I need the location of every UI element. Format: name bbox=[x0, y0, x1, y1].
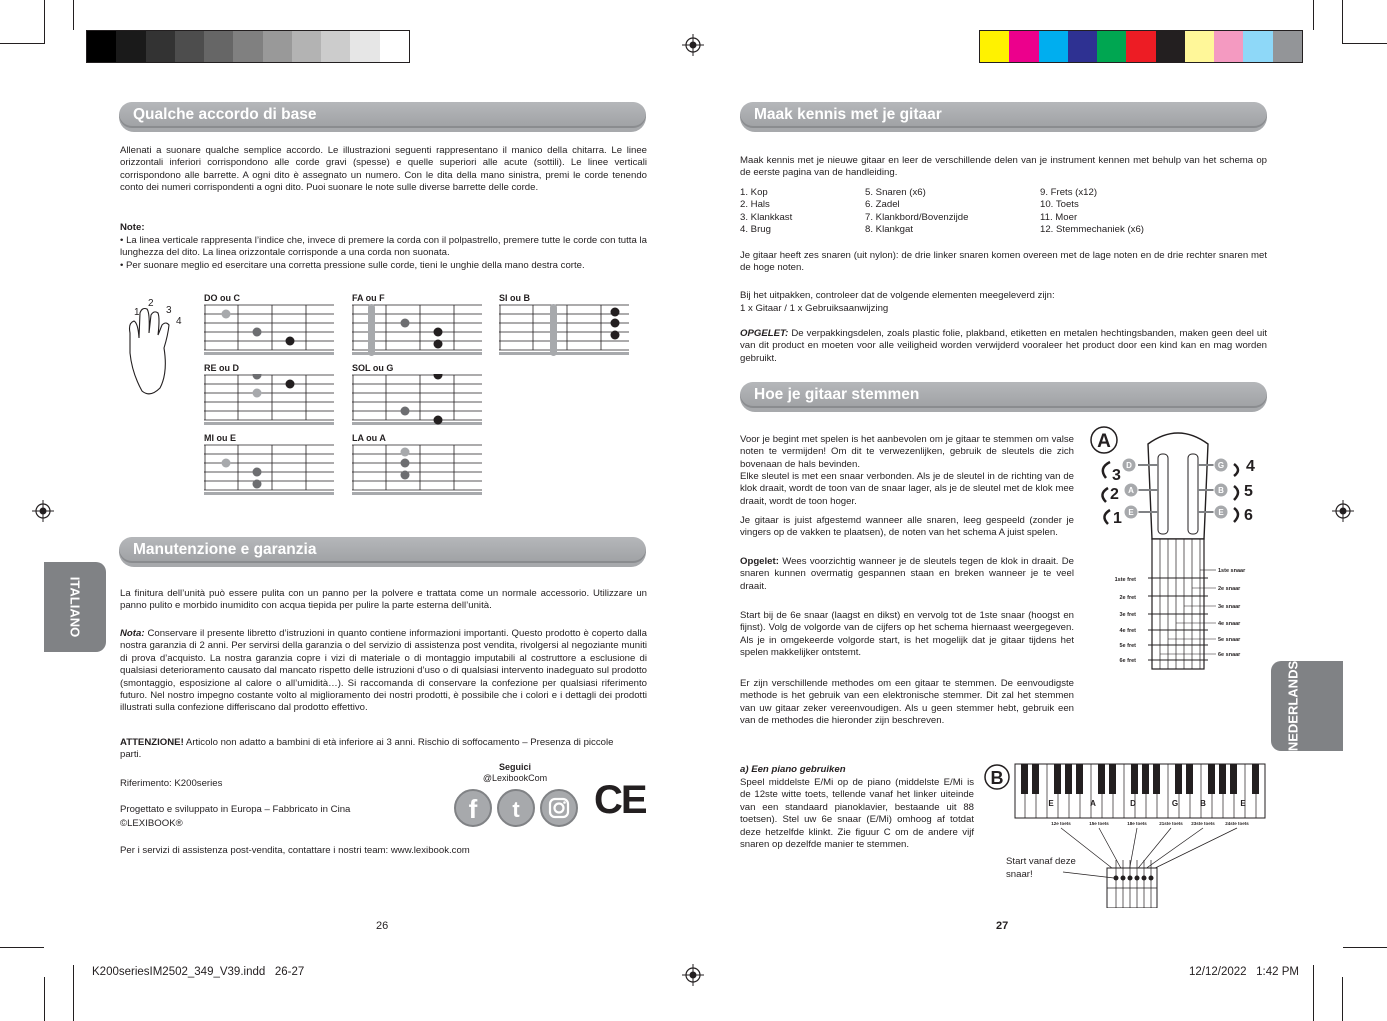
section-banner-know bbox=[740, 102, 1267, 132]
piano-key-note: D bbox=[1130, 799, 1136, 808]
part-item: 9. Frets (x12) bbox=[1040, 187, 1098, 198]
color-swatch bbox=[321, 31, 350, 62]
language-tab-nederlands bbox=[1271, 661, 1343, 751]
tab-label: NEDERLANDS bbox=[1285, 660, 1301, 752]
color-swatch bbox=[1214, 31, 1243, 62]
hand-number: 2 bbox=[148, 298, 154, 309]
piano-diagram bbox=[983, 760, 1269, 908]
section-title: Hoe je gitaar stemmen bbox=[740, 382, 1267, 408]
know-intro: Maak kennis met je nieuwe gitaar en leer de verschillende delen van je instrument kennen met behulp van het schema op de eerste pagina van de handleiding. bbox=[740, 155, 1267, 179]
instagram-icon bbox=[541, 790, 577, 826]
crop-mark bbox=[1343, 947, 1387, 948]
tab-label: ITALIANO bbox=[67, 576, 83, 638]
key-number-label: 12e toets bbox=[1051, 821, 1071, 826]
attention-text: Articolo non adatto a bambini di età inferiore ai 3 anni. Rischio di soffocamento – Presenza di piccole parti. bbox=[120, 737, 614, 761]
crop-mark bbox=[44, 0, 45, 44]
language-tab-italiano bbox=[44, 562, 106, 652]
peg-note: G bbox=[1217, 461, 1225, 470]
section-banner-chords bbox=[119, 102, 646, 132]
fret-label: 2e fret bbox=[1119, 595, 1136, 601]
designed-in: Progettato e sviluppato in Europa – Fabbricato in Cina bbox=[120, 804, 351, 815]
piano-key-note: B bbox=[1200, 799, 1206, 808]
social-icons bbox=[454, 788, 578, 828]
crop-mark bbox=[1342, 977, 1343, 1021]
date-slug: 12/12/2022 1:42 PM bbox=[1189, 966, 1299, 978]
copyright: ©LEXIBOOK® bbox=[120, 818, 183, 829]
order-number: 4 bbox=[1246, 458, 1255, 475]
chord-name-si: SI ou B bbox=[499, 293, 530, 303]
attention-paragraph bbox=[120, 737, 632, 762]
crop-mark bbox=[73, 965, 74, 1021]
figure-label-a: A bbox=[1097, 431, 1111, 452]
chord-diagram-si bbox=[499, 304, 629, 356]
hand-number: 1 bbox=[134, 307, 140, 318]
color-swatch bbox=[204, 31, 233, 62]
key-number-label: 24ste toets bbox=[1225, 821, 1249, 826]
tune-paragraph: Er zijn verschillende methodes om een gitaar te stemmen. De eenvoudigste methode is het gebruik van een elektronische stemmer. Dit zal het stemmen van uw gitaar zeker vereenvoudigen. Als u geen stemmer hebt, gebruik een van de methodes die hieronder zijn beschreven. bbox=[740, 678, 1074, 727]
crop-mark bbox=[44, 977, 45, 1021]
chord-diagram-re bbox=[204, 374, 334, 426]
color-swatch bbox=[350, 31, 379, 62]
chord-name-fa: FA ou F bbox=[352, 293, 385, 303]
piano-title: a) Een piano gebruiken bbox=[740, 764, 846, 775]
tune-paragraph: Elke sleutel is met een snaar verbonden. Als je de sleutel in de richting van de klok draait, wordt de toon van de snaar lager, als je de sleutel met de klok mee draait, wordt de toon hoger. bbox=[740, 471, 1074, 507]
chord-diagram-do bbox=[204, 304, 334, 356]
string-label: 2e snaar bbox=[1218, 586, 1241, 592]
page-number: 26 bbox=[376, 920, 389, 932]
peg-note: E bbox=[1218, 508, 1224, 517]
follow-label: Seguici bbox=[498, 762, 531, 772]
social-handle: @LexibookCom bbox=[482, 773, 548, 783]
svg-text:f: f bbox=[468, 794, 478, 824]
section-title: Manutenzione e garanzia bbox=[119, 537, 646, 563]
chord-diagram-fa bbox=[352, 304, 482, 356]
part-item: 7. Klankbord/Bovenzijde bbox=[865, 211, 969, 223]
string-label: 1ste snaar bbox=[1218, 568, 1246, 574]
note-item: • Per suonare meglio ed esercitare una corretta pressione sulle corde, tieni le unghie della mano destra corte. bbox=[120, 260, 585, 271]
fret-label: 3e fret bbox=[1119, 612, 1136, 618]
hand-number: 4 bbox=[176, 316, 182, 327]
string-label: 4e snaar bbox=[1218, 621, 1241, 627]
crop-mark bbox=[1343, 43, 1387, 44]
note-item: • La linea verticale rappresenta l’indice che, invece di premere la corda con il polpastrello, premere tutte le corde con tutta la lunghezza del dito. La linea orizzontale corrisponde a una corda non suonata. bbox=[120, 235, 647, 259]
grayscale-bar bbox=[86, 30, 410, 63]
color-swatch bbox=[1185, 31, 1214, 62]
headstock-diagram bbox=[1088, 424, 1268, 672]
color-bar bbox=[979, 30, 1303, 63]
color-swatch bbox=[1097, 31, 1126, 62]
color-swatch bbox=[1126, 31, 1155, 62]
warning-text: De verpakkingsdelen, zoals plastic folie, plakband, etiketten en metalen hechtingsbanden, maken geen deel uit van dit product en moeten voor alle veiligheid worden verwijderd vooraleer het product door een kind kan en mag worden gebruikt. bbox=[740, 328, 1267, 364]
section-title: Maak kennis met je gitaar bbox=[740, 102, 1267, 128]
color-swatch bbox=[1039, 31, 1068, 62]
nota-label: Nota: bbox=[120, 628, 145, 639]
chord-diagram-la bbox=[352, 444, 482, 496]
color-swatch bbox=[233, 31, 262, 62]
peg-note: B bbox=[1218, 486, 1224, 495]
chord-name-mi: MI ou E bbox=[204, 433, 236, 443]
figure-label-b: B bbox=[990, 768, 1004, 788]
key-number-label: 23ste toets bbox=[1191, 821, 1215, 826]
ce-mark: CE bbox=[594, 778, 646, 822]
part-item: 11. Moer bbox=[1040, 211, 1078, 223]
fret-label: 4e fret bbox=[1119, 628, 1136, 634]
file-slug: K200seriesIM2502_349_V39.indd 26-27 bbox=[92, 966, 305, 978]
piano-key-note: E bbox=[1240, 799, 1246, 808]
fret-label: 6e fret bbox=[1119, 658, 1136, 664]
chord-name-la: LA ou A bbox=[352, 433, 386, 443]
section-banner-tune bbox=[740, 382, 1267, 412]
color-swatch bbox=[292, 31, 321, 62]
part-item: 6. Zadel bbox=[865, 199, 900, 211]
maintenance-paragraph: La finitura dell’unità può essere pulita con un panno per la polvere e trattata come un normale accessorio. Utilizzare un panno pulito e morbido inumidito con acqua tiepida per pulire la parte esterna dell’unità. bbox=[120, 588, 647, 612]
crop-mark bbox=[0, 43, 44, 44]
key-number-label: 21ste toets bbox=[1159, 821, 1183, 826]
reference: Riferimento: K200series bbox=[120, 778, 223, 789]
part-item: 2. Hals bbox=[740, 199, 770, 211]
part-item: 10. Toets bbox=[1040, 199, 1079, 211]
nota-paragraph bbox=[120, 628, 647, 715]
hand-number: 3 bbox=[166, 305, 172, 316]
fret-label: 1ste fret bbox=[1114, 577, 1136, 583]
chord-name-sol: SOL ou G bbox=[352, 363, 394, 373]
peg-note: E bbox=[1128, 508, 1134, 517]
facebook-icon bbox=[455, 790, 491, 826]
registration-mark-icon bbox=[1332, 500, 1354, 522]
color-swatch bbox=[1273, 31, 1302, 62]
registration-mark-icon bbox=[682, 34, 704, 56]
section-title: Qualche accordo di base bbox=[119, 102, 646, 128]
chords-intro: Allenati a suonare qualche semplice accordo. Le illustrazioni seguenti rappresentano il manico della chitarra. Le linee orizzontali inferiori corrispondono alle corde gravi (spesse) e quelle superiori alle acute (sottili). Le linee verticali corrispondono alle barrette. A ogni dito è assegnato un numero. Con le dita della mano sinistra, premi le corde tenendo conto dei numeri corrispondenti a ogni dito. Puoi suonare le note sulle diverse barrette delle corde. bbox=[120, 145, 647, 194]
unpack-info: Bij het uitpakken, controleer dat de volgende elementen meegeleverd zijn: bbox=[740, 290, 1055, 301]
piano-text: Speel middelste E/Mi op de piano (middelste E/Mi is de 12ste witte toets, tellende vanaf het linker uiteinde van een standaard pianoklavier, bestaande uit 88 toetsen). Stel uw 6e snaar (E/Mi) omhoog af totdat deze hetzelfde klinkt. Zie figuur C om de andere vijf snaren op dezelfde manier te stemmen. bbox=[740, 777, 974, 851]
color-swatch bbox=[380, 31, 409, 62]
crop-mark bbox=[73, 0, 74, 30]
package-contents: 1 x Gitaar / 1 x Gebruiksaanwijzing bbox=[740, 303, 889, 314]
note-label: Note: bbox=[120, 222, 145, 233]
string-label: 3e snaar bbox=[1218, 604, 1241, 610]
twitter-icon bbox=[498, 790, 534, 826]
part-item: 8. Klankgat bbox=[865, 224, 914, 236]
svg-text:t: t bbox=[512, 797, 520, 822]
color-swatch bbox=[1068, 31, 1097, 62]
piano-key-note: G bbox=[1171, 799, 1179, 808]
order-number: 1 bbox=[1113, 510, 1122, 527]
color-swatch bbox=[1156, 31, 1185, 62]
color-swatch bbox=[1009, 31, 1038, 62]
tune-paragraph: Je gitaar is juist afgestemd wanneer alle snaren, leeg gespeeld (zonder je vingers op de vakken te plaatsen), de noten van het schema A juist spelen. bbox=[740, 515, 1074, 539]
part-item: 12. Stemmechaniek (x6) bbox=[1040, 224, 1144, 236]
caution-label: Opgelet: bbox=[740, 556, 779, 567]
caution-text: Wees voorzichtig wanneer je de sleutels tegen de klok in draait. De snaren kunnen overmatig gespannen staan en breken wanneer je te veel draait. bbox=[740, 556, 1074, 592]
crop-mark bbox=[0, 947, 44, 948]
piano-key-note: E bbox=[1048, 799, 1054, 808]
color-swatch bbox=[146, 31, 175, 62]
warning-label: OPGELET: bbox=[740, 328, 789, 339]
tune-caution bbox=[740, 556, 1074, 593]
color-swatch bbox=[175, 31, 204, 62]
tune-paragraph: Voor je begint met spelen is het aanbevolen om je gitaar te stemmen om valse noten te vermijden! Om dit te verwezenlijken, gebruik de sleutels die zich bovenaan de hals bevinden. bbox=[740, 434, 1074, 470]
hand-illustration bbox=[120, 293, 195, 403]
order-number: 2 bbox=[1110, 486, 1119, 503]
warning-paragraph bbox=[740, 328, 1267, 365]
chord-diagram-mi bbox=[204, 444, 334, 496]
parts-list-col2 bbox=[865, 187, 968, 237]
color-swatch bbox=[980, 31, 1009, 62]
order-number: 3 bbox=[1112, 467, 1121, 484]
order-number: 5 bbox=[1244, 483, 1253, 500]
string-label: 6e snaar bbox=[1218, 652, 1241, 658]
key-number-label: 18e toets bbox=[1127, 821, 1147, 826]
part-item: 3. Klankkast bbox=[740, 211, 793, 223]
parts-list-col1 bbox=[740, 187, 792, 237]
crop-mark bbox=[1342, 0, 1343, 44]
color-swatch bbox=[87, 31, 116, 62]
registration-mark-icon bbox=[682, 964, 704, 986]
page-number: 27 bbox=[996, 920, 1009, 932]
attention-label: ATTENZIONE! bbox=[120, 737, 184, 748]
parts-list-col3 bbox=[1040, 187, 1144, 237]
part-item: 1. Kop bbox=[740, 187, 768, 198]
part-item: 5. Snaren (x6) bbox=[865, 187, 926, 198]
order-number: 6 bbox=[1244, 507, 1253, 524]
crop-mark bbox=[1313, 965, 1314, 1021]
string-label: 5e snaar bbox=[1218, 637, 1241, 643]
color-swatch bbox=[263, 31, 292, 62]
fret-label: 5e fret bbox=[1119, 643, 1136, 649]
piano-key-note: A bbox=[1090, 799, 1096, 808]
color-swatch bbox=[116, 31, 145, 62]
peg-note: A bbox=[1128, 486, 1134, 495]
registration-mark-icon bbox=[32, 500, 54, 522]
strings-info: Je gitaar heeft zes snaren (uit nylon): de drie linker snaren komen overeen met de lage noten en de drie rechter snaren met de hoge noten. bbox=[740, 250, 1267, 274]
crop-mark bbox=[1313, 0, 1314, 30]
chord-diagram-sol bbox=[352, 374, 482, 426]
chord-name-re: RE ou D bbox=[204, 363, 239, 373]
key-number-label: 15e toets bbox=[1089, 821, 1109, 826]
peg-note: D bbox=[1126, 461, 1132, 470]
service-info: Per i servizi di assistenza post-vendita, contattare i nostri team: www.lexibook.com bbox=[120, 845, 470, 856]
chord-name-do: DO ou C bbox=[204, 293, 240, 303]
start-string-callout: Start vanaf deze snaar! bbox=[1006, 856, 1076, 880]
section-banner-maintenance bbox=[119, 537, 646, 567]
part-item: 4. Brug bbox=[740, 224, 771, 236]
color-swatch bbox=[1243, 31, 1272, 62]
tune-paragraph: Start bij de 6e snaar (laagst en dikst) en vervolg tot de 1ste snaar (hoogst en fijnst). Volg de volgorde van de cijfers op het schema hiernaast weergegeven. Als je in omgekeerde volgorde start, is het mogelijk dat je gitaar tijdens het spelen makkelijker ontstemt. bbox=[740, 610, 1074, 659]
nota-text: Conservare il presente libretto d’istruzioni in quanto contiene informazioni importanti. Questo prodotto è coperto dalla nostra garanzia di 2 anni. Per servirsi della garanzia o del servizio di assistenza post vendita, rivolgersi al negoziante muniti di prova d’acquisto. La nostra garanzia copre i vizi di materiale o di montaggio imputabili al costruttore a esclusione di qualsiasi deterioramento causato dal mancato rispetto delle istruzioni d’uso o di qualsiasi intervento inadeguato sul prodotto (smontaggio, esposizione al calore o all’umidità…). Si raccomanda di conservare la confezione per qualsiasi riferimento futuro. Nel nostro impegno costante volto al miglioramento dei nostri prodotti, è possibile che i colori e i dettagli dei prodotti illustrati sulla confezione differiscano dal prodotto effettivo. bbox=[120, 628, 647, 714]
